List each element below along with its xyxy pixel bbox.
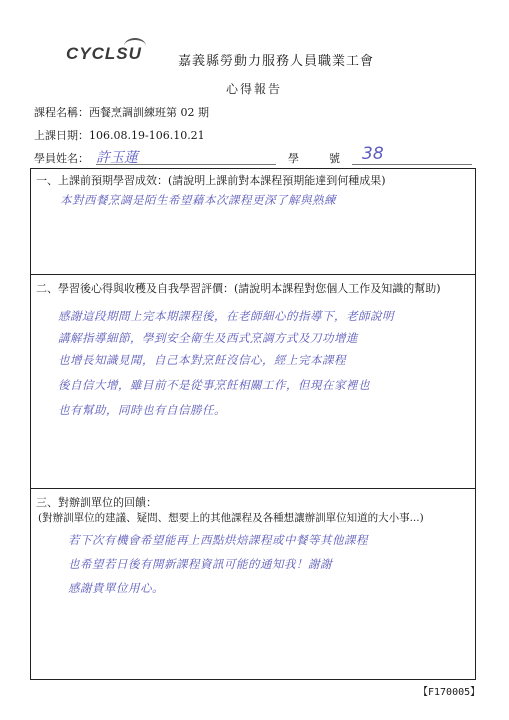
- section-2-line: 也增長知識見聞，自己本對烹飪沒信心，經上完本課程: [58, 353, 346, 367]
- section-1-answer: 本對西餐烹調是陌生希望藉本次課程更深了解與熟練: [60, 193, 336, 207]
- id-underline: [352, 164, 472, 165]
- logo-text: CYCLSU: [66, 44, 142, 63]
- section-1-title: 一、上課前預期學習成效：(請說明上課前對本課程預期能達到何種成果): [36, 174, 386, 187]
- name-label: 學員姓名：: [34, 152, 89, 165]
- section-2-line: 講解指導細節，學到安全衛生及西式烹調方式及刀功增進: [58, 331, 358, 345]
- org-title: 嘉義縣勞動力服務人員職業工會: [178, 54, 375, 69]
- document-title: 心得報告: [226, 82, 283, 96]
- section-2-line: 後自信大增，雖目前不是從事烹飪相關工作，但現在家裡也: [58, 378, 370, 392]
- logo-swoosh: [124, 38, 146, 54]
- section-2-line: 也有幫助，同時也有自信勝任。: [58, 403, 226, 417]
- report-box: [30, 168, 476, 680]
- student-id-handwritten: 38: [362, 144, 384, 164]
- name-underline: [96, 164, 276, 165]
- student-id-label: 學號: [288, 152, 370, 165]
- student-name-handwritten: 許玉蓮: [96, 150, 138, 166]
- date-field: [34, 127, 205, 143]
- section-2-title: 二、學習後心得與收穫及自我學習評價：(請說明本課程對您個人工作及知識的幫助): [36, 282, 441, 295]
- course-field: [34, 104, 209, 120]
- section-2-line: 感謝這段期間上完本期課程後，在老師細心的指導下，老師說明: [58, 309, 394, 323]
- org-logo: [66, 44, 170, 66]
- section-divider-1: [30, 274, 476, 275]
- section-3-title: 三、對辦訓單位的回饋：: [36, 496, 157, 509]
- date-label: 上課日期：: [34, 129, 89, 142]
- section-3-line: 感謝貴單位用心。: [68, 581, 164, 595]
- section-3-line: 也希望若日後有開新課程資訊可能的通知我！謝謝: [68, 557, 332, 571]
- section-3-subtitle: (對辦訓單位的建議、疑問、想要上的其他課程及各種想讓辦訓單位知道的大小事...): [38, 512, 424, 524]
- date-value: 106.08.19-106.10.21: [89, 129, 205, 142]
- form-code: 【F170005】: [418, 687, 481, 698]
- course-value: 西餐烹調訓練班第 02 期: [89, 106, 209, 119]
- course-label: 課程名稱：: [34, 106, 89, 119]
- section-3-line: 若下次有機會希望能再上西點烘焙課程或中餐等其他課程: [68, 533, 368, 547]
- section-divider-2: [30, 488, 476, 489]
